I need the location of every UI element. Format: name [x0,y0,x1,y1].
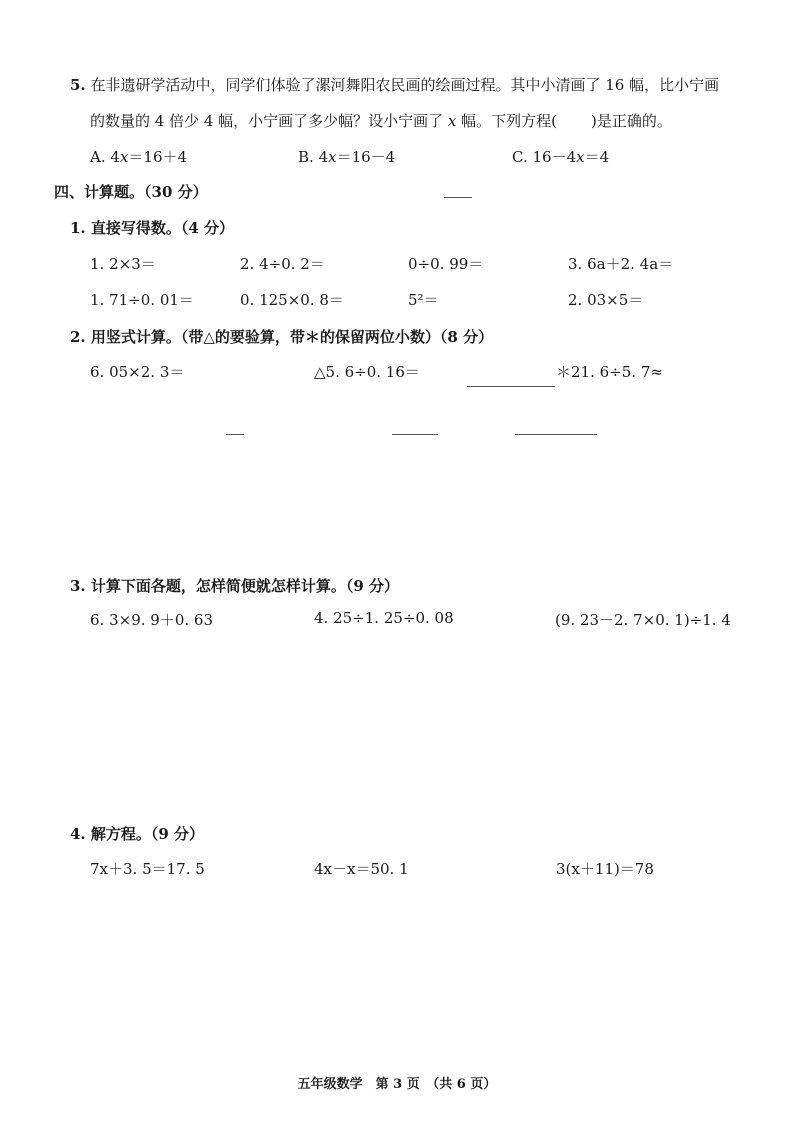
part4-title: 4. 解方程。（9 分） [70,825,205,843]
option-post: ＝16＋4 [128,148,188,166]
oral-item[interactable]: 0÷0. 99＝ [408,255,484,273]
option-label: C. [512,148,528,166]
q5-number: 5. [70,76,86,94]
oral-item[interactable]: 0. 125×0. 8＝ [240,291,344,309]
part3-title: 3. 计算下面各题，怎样简便就怎样计算。（9 分） [70,577,400,595]
simplify-item[interactable]: (9. 23－2. 7×0. 1)÷1. 4 [555,611,731,629]
simplify-item[interactable]: 4. 25÷1. 25÷0. 08 [314,609,454,627]
option-var: x [119,148,129,166]
vertical-calc-item[interactable]: ＊21. 6÷5. 7≈ [556,363,663,381]
q5-line2 [90,110,672,131]
option-post: ＝4 [584,148,610,166]
stray-mark [444,197,472,198]
q5-option-c[interactable] [512,146,609,167]
q5-option-a[interactable] [90,146,187,167]
q5-text-line2-c: )是正确的。 [591,112,672,130]
stray-mark [515,434,597,435]
section-title: 四、计算题。（30 分） [54,183,208,201]
stray-mark [392,434,438,435]
option-var: x [576,148,585,166]
option-post: ＝16－4 [336,148,396,166]
q5-line1 [70,74,719,95]
oral-item[interactable]: 1. 71÷0. 01＝ [90,291,194,309]
option-pre: 4 [110,148,120,166]
oral-item[interactable]: 2. 03×5＝ [568,291,644,309]
simplify-item[interactable]: 6. 3×9. 9＋0. 63 [90,611,213,629]
q5-variable: x [447,112,457,130]
option-pre: 4 [318,148,329,166]
vertical-calc-item[interactable]: 6. 05×2. 3＝ [90,363,185,381]
option-var: x [328,148,337,166]
option-label: B. [298,148,314,166]
option-label: A. [90,148,106,166]
q5-text-line2-b: 幅。下列方程( [456,112,558,130]
stray-mark [467,386,555,387]
q5-text-line2-a: 的数量的 4 倍少 4 幅，小宁画了多少幅？设小宁画了 [90,112,448,130]
q5-option-b[interactable] [298,146,395,167]
option-pre: 16－4 [532,148,577,166]
oral-item[interactable]: 1. 2×3＝ [90,255,156,273]
oral-item[interactable]: 2. 4÷0. 2＝ [240,255,325,273]
part1-title: 1. 直接写得数。（4 分） [70,219,235,237]
q5-text-line1: 在非遗研学活动中，同学们体验了漯河舞阳农民画的绘画过程。其中小清画了 16 幅，比小宁画 [90,76,720,94]
page-footer: 五年级数学 第 3 页 （共 6 页） [297,1077,497,1092]
equation-item[interactable]: 7x＋3. 5＝17. 5 [90,860,205,878]
part2-title: 2. 用竖式计算。（带△的要验算，带＊的保留两位小数）（8 分） [70,328,494,346]
equation-item[interactable]: 3(x＋11)＝78 [556,860,654,878]
vertical-calc-item[interactable]: △5. 6÷0. 16＝ [314,363,420,381]
oral-item[interactable]: 5²＝ [408,291,439,309]
equation-item[interactable]: 4x－x＝50. 1 [314,860,409,878]
oral-item[interactable]: 3. 6a＋2. 4a＝ [568,255,674,273]
stray-mark [226,434,244,435]
